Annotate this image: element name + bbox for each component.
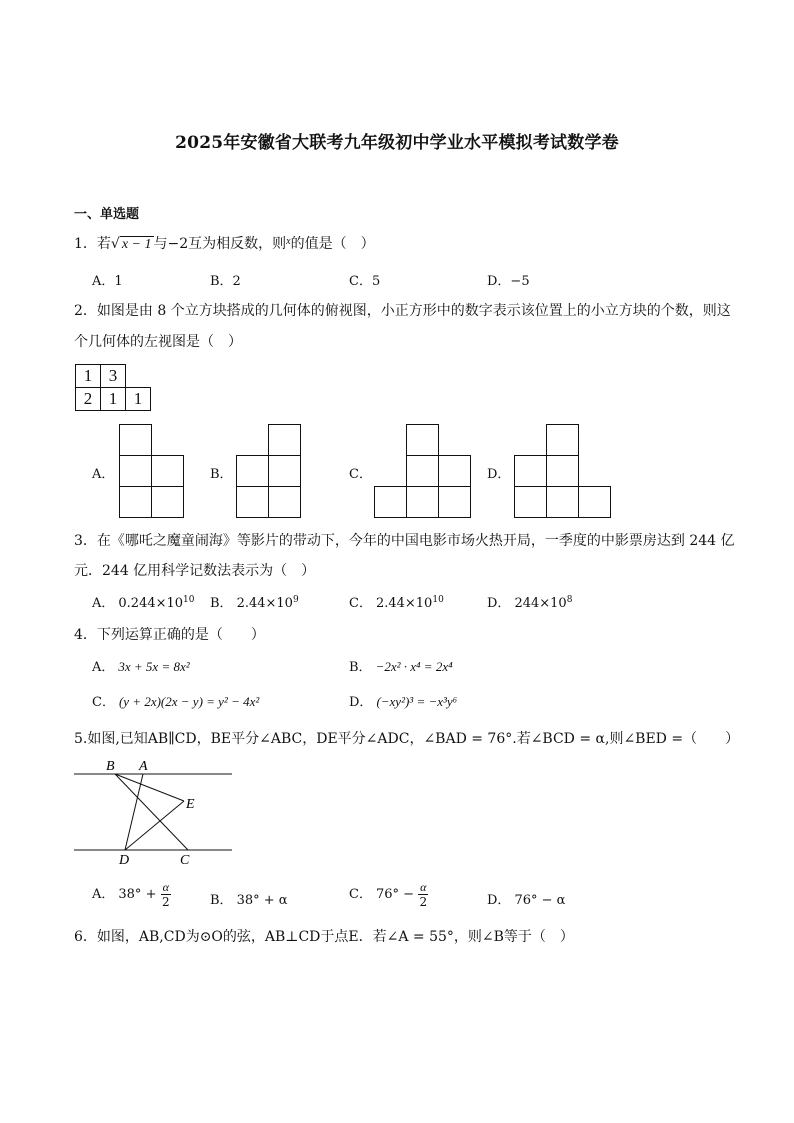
segment-de <box>125 801 184 850</box>
question-3-line-2: 元．244 亿用科学记数法表示为（ ） <box>74 563 316 579</box>
option-label: D． <box>487 596 511 611</box>
option-expression: −2x² · x⁴ = 2x⁴ <box>375 659 453 674</box>
point-d-label: D <box>119 853 130 867</box>
q4-option-b <box>349 656 453 675</box>
q5-option-a <box>92 880 171 909</box>
view-square <box>546 424 579 456</box>
fraction-denominator: 2 <box>419 895 428 909</box>
point-c-label: C <box>180 853 190 867</box>
q3-option-a <box>92 592 195 611</box>
q3-option-c <box>349 592 444 611</box>
segment-ad <box>125 774 143 850</box>
q1-end-text: 的值是（ ） <box>290 236 375 252</box>
option-base: 244×10 <box>514 596 567 611</box>
view-square <box>406 424 439 456</box>
q2-option-a: A． <box>92 467 115 482</box>
fraction <box>418 880 428 909</box>
fraction <box>161 880 171 909</box>
option-expression: 76° − <box>375 887 415 902</box>
option-label: B． <box>210 596 233 611</box>
option-label: B． <box>349 660 372 675</box>
option-base: 2.44×10 <box>375 596 433 611</box>
q1-option-c: C．5 <box>349 274 381 289</box>
fraction-numerator: α <box>162 880 169 894</box>
view-square <box>546 455 579 487</box>
top-view-cell: 1 <box>100 387 126 411</box>
option-expression: 38° + <box>118 887 157 902</box>
view-square <box>119 486 152 518</box>
q5-option-b <box>210 889 288 908</box>
view-square <box>514 486 547 518</box>
point-e-label: E <box>186 797 195 812</box>
q1-radicand: x − 1 <box>121 237 152 252</box>
question-6-stem: 6．如图，AB,CD为⊙O的弦，AB⊥CD于点E．若∠A = 55°，则∠B等于（ ） <box>74 929 574 945</box>
top-view-cell: 1 <box>125 387 151 411</box>
question-3-line-1: 3．在《哪吒之魔童闹海》等影片的带动下，今年的中国电影市场火热开局，一季度的中影票房达到 244 亿 <box>74 533 735 549</box>
option-exponent: 8 <box>566 595 573 605</box>
option-label: A． <box>92 596 115 611</box>
question-4-stem: 4．下列运算正确的是（ ） <box>74 627 265 643</box>
q5-option-c <box>349 880 428 909</box>
segment-bc <box>115 774 188 850</box>
page-title: 2025年安徽省大联考九年级初中学业水平模拟考试数学卷 <box>175 133 619 153</box>
q2-option-c: C． <box>349 467 372 482</box>
q4-option-c <box>92 691 259 710</box>
parallel-lines-figure <box>70 755 240 867</box>
q1-mid-text: 与−2互为相反数，则 <box>153 236 287 252</box>
option-base: 0.244×10 <box>118 596 184 611</box>
option-exponent: 9 <box>292 595 299 605</box>
q2-option-b: B． <box>210 467 233 482</box>
view-square <box>438 486 471 518</box>
top-view-cell: 3 <box>100 364 126 388</box>
option-label: A． <box>92 660 115 675</box>
option-expression: 76° − α <box>514 893 566 908</box>
view-square <box>119 455 152 487</box>
q4-option-a <box>92 656 190 675</box>
top-view-cell: 1 <box>75 364 101 388</box>
view-square <box>578 486 611 518</box>
view-square <box>236 455 269 487</box>
q3-option-d <box>487 592 572 611</box>
view-square <box>406 455 439 487</box>
view-square <box>268 424 301 456</box>
point-a-label: A <box>139 759 148 774</box>
view-square <box>119 424 152 456</box>
option-expression: (y + 2x)(2x − y) = y² − 4x² <box>118 694 260 709</box>
view-square <box>406 486 439 518</box>
option-expression: (−xy²)³ = −x³y⁶ <box>376 694 458 709</box>
view-square <box>151 455 184 487</box>
q1-option-a: A．1 <box>92 274 123 289</box>
option-label: A． <box>92 887 115 902</box>
option-label: D． <box>487 893 511 908</box>
option-base: 2.44×10 <box>236 596 293 611</box>
option-exponent: 10 <box>432 595 444 605</box>
option-label: C． <box>92 695 115 710</box>
segment-be <box>115 774 184 801</box>
q1-variable: x <box>286 236 291 247</box>
q1-option-d: D．−5 <box>487 274 530 289</box>
q2-option-d: D． <box>487 467 511 482</box>
option-expression: 3x + 5x = 8x² <box>118 659 190 674</box>
view-square <box>268 455 301 487</box>
view-square <box>268 486 301 518</box>
option-label: D． <box>349 695 373 710</box>
view-square <box>514 455 547 487</box>
view-square <box>374 486 407 518</box>
view-square <box>151 486 184 518</box>
view-square <box>438 455 471 487</box>
q4-option-d <box>349 691 457 710</box>
fraction-numerator: α <box>420 880 427 894</box>
option-label: B． <box>210 893 233 908</box>
option-label: C． <box>349 596 372 611</box>
q5-option-d <box>487 889 565 908</box>
q3-option-b <box>210 592 299 611</box>
sqrt-symbol: √ <box>110 236 120 252</box>
question-2-line-2: 个几何体的左视图是（ ） <box>74 334 242 350</box>
q1-option-b: B．2 <box>210 274 241 289</box>
option-expression: 38° + α <box>236 893 288 908</box>
point-b-label: B <box>106 759 115 774</box>
question-5-stem: 5.如图,已知AB∥CD，BE平分∠ABC，DE平分∠ADC，∠BAD = 76°.若∠BCD = α,则∠BED =（ ） <box>74 731 740 747</box>
fraction-denominator: 2 <box>161 895 170 909</box>
view-square <box>236 486 269 518</box>
top-view-cell: 2 <box>75 387 101 411</box>
question-1-stem <box>74 233 375 253</box>
option-exponent: 10 <box>183 595 195 605</box>
view-square <box>546 486 579 518</box>
option-label: C． <box>349 887 372 902</box>
section-heading: 一、单选题 <box>74 207 140 222</box>
question-2-line-1: 2．如图是由 8 个立方块搭成的几何体的俯视图，小正方形中的数字表示该位置上的小立方块的个数，则这 <box>74 303 731 319</box>
q1-number: 1．若 <box>74 236 111 252</box>
